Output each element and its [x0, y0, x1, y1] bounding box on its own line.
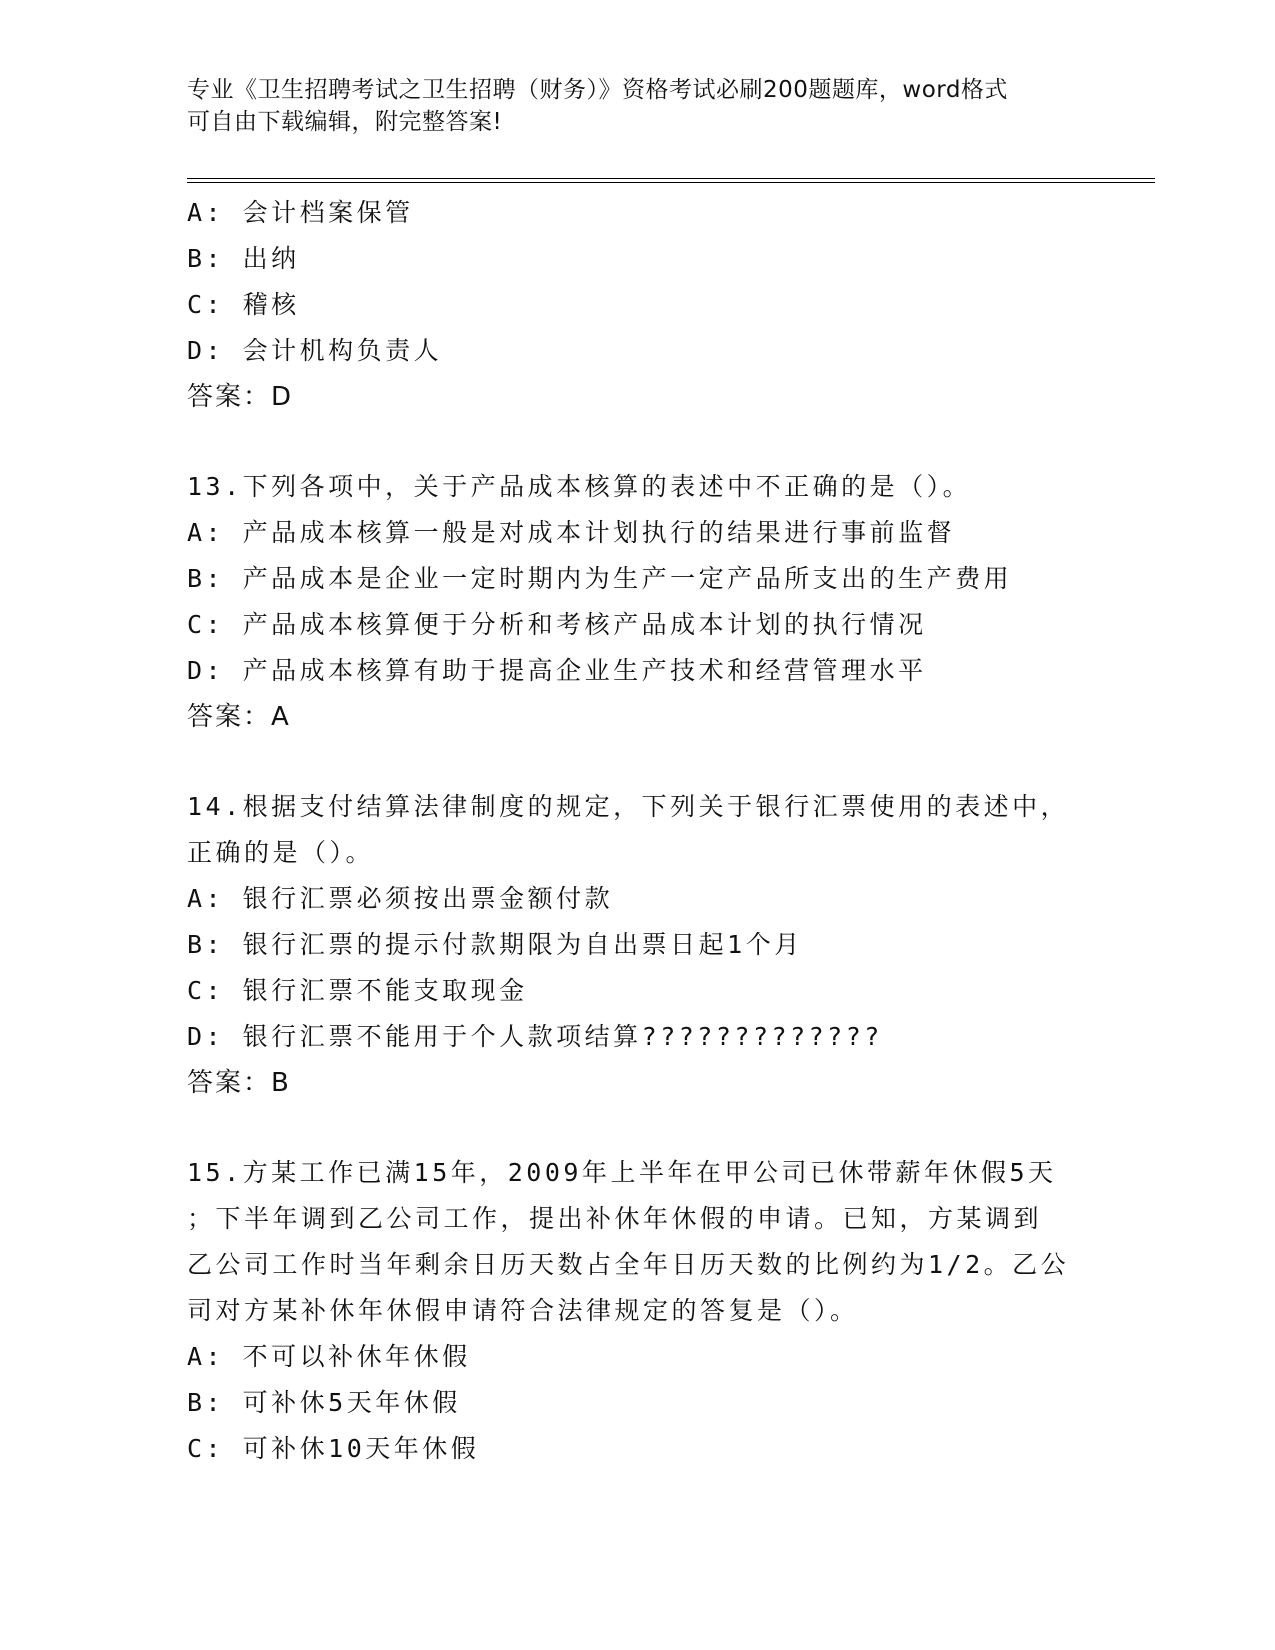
option-b: B: 银行汇票的提示付款期限为自出票日起1个月: [187, 930, 803, 959]
option-b: B: 出纳: [187, 244, 300, 273]
header-line-1: 专业《卫生招聘考试之卫生招聘（财务）》资格考试必刷200题题库，word格式: [187, 77, 1008, 103]
option-c: C: 银行汇票不能支取现金: [187, 976, 528, 1005]
header-line-2: 可自由下载编辑，附完整答案!: [187, 109, 503, 135]
option-b: B: 产品成本是企业一定时期内为生产一定产品所支出的生产费用: [187, 564, 1013, 593]
option-a: A: 会计档案保管: [187, 198, 414, 227]
option-a: A: 不可以补休年休假: [187, 1342, 471, 1371]
question-stem: [187, 464, 1087, 510]
question-14: [187, 784, 1087, 1106]
option-d: D: 产品成本核算有助于提高企业生产技术和经营管理水平: [187, 656, 927, 685]
question-stem: [187, 784, 1087, 876]
option-d: D: 会计机构负责人: [187, 336, 443, 365]
question-12: [187, 190, 1087, 420]
stem-line: 司对方某补休年休假申请符合法律规定的答复是（）。: [187, 1296, 859, 1325]
question-list: [187, 190, 1087, 1472]
option-c: C: 可补休10天年休假: [187, 1434, 480, 1463]
option-d: D: 银行汇票不能用于个人款项结算?????????????: [187, 1022, 883, 1051]
stem-line: 14.根据支付结算法律制度的规定，下列关于银行汇票使用的表述中，: [187, 792, 1070, 821]
option-c: C: 产品成本核算便于分析和考核产品成本计划的执行情况: [187, 610, 927, 639]
question-stem: [187, 1150, 1087, 1334]
header-rule-bottom: [187, 182, 1155, 183]
answer: 答案：D: [187, 382, 294, 412]
option-b: B: 可补休5天年休假: [187, 1388, 461, 1417]
option-a: A: 产品成本核算一般是对成本计划执行的结果进行事前监督: [187, 518, 956, 547]
stem-line: 13.下列各项中，关于产品成本核算的表述中不正确的是（）。: [187, 472, 972, 501]
header-rule-top: [187, 178, 1155, 179]
question-13: [187, 464, 1087, 740]
stem-line: ；下半年调到乙公司工作，提出补休年休假的申请。已知，方某调到: [187, 1204, 1043, 1233]
stem-line: 15.方某工作已满15年，2009年上半年在甲公司已休带薪年休假5天: [187, 1158, 1057, 1187]
stem-line: 乙公司工作时当年剩余日历天数占全年日历天数的比例约为1/2。乙公: [187, 1250, 1070, 1279]
document-header: [187, 74, 1067, 138]
answer: 答案：B: [187, 1068, 291, 1098]
stem-line: 正确的是（）。: [187, 838, 375, 867]
answer: 答案：A: [187, 702, 291, 732]
option-a: A: 银行汇票必须按出票金额付款: [187, 884, 614, 913]
option-c: C: 稽核: [187, 290, 300, 319]
question-15: [187, 1150, 1087, 1472]
